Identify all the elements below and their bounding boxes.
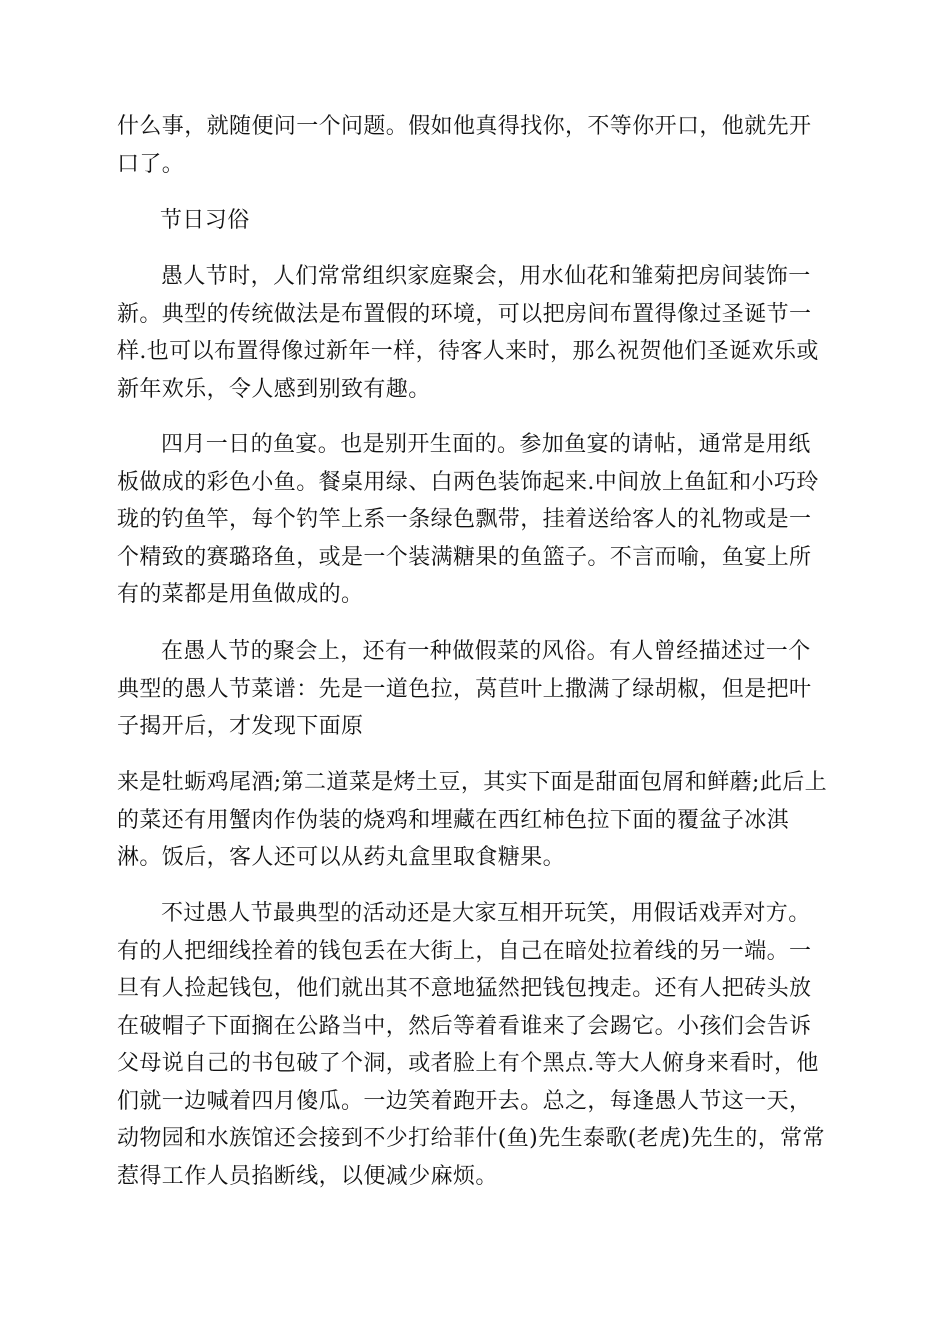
paragraph-pranks: 不过愚人节最典型的活动还是大家互相开玩笑，用假话戏弄对方。有的人把细线拴着的钱包丢在大街上，自己在暗处拉着线的另一端。一旦有人捡起钱包，他们就出其不意地猛然把钱包拽走。还有人把砖头放在破帽子下面搁在公路当中，然后等着看谁来了会踢它。小孩们会告诉父母说自己的书包破了个洞，或者脸上有个黑点.等大人俯身来看时，他们就一边喊着四月傻瓜。一边笑着跑开去。总之，每逢愚人节这一天，动物园和水族馆还会接到不少打给菲什(鱼)先生泰歌(老虎)先生的，常常惹得工作人员掐断线，以便减少麻烦。 [117,901,825,1189]
section-heading: 节日习俗 [160,208,250,233]
paragraph-continuation: 什么事，就随便问一个问题。假如他真得找你，不等你开口，他就先开口了。 [117,114,812,177]
paragraph-fish-banquet: 四月一日的鱼宴。也是别开生面的。参加鱼宴的请帖，通常是用纸板做成的彩色小鱼。餐桌用绿、白两色装饰起来.中间放上鱼缸和小巧玲珑的钓鱼竿，每个钓竿上系一条绿色飘带，挂着送给客人的礼物或是一个精致的赛璐珞鱼，或是一个装满糖果的鱼篮子。不言而喻，鱼宴上所有的菜都是用鱼做成的。 [117,432,819,607]
paragraph-menu-continuation: 来是牡蛎鸡尾酒;第二道菜是烤土豆，其实下面是甜面包屑和鲜蘑;此后上的菜还有用蟹肉作伪装的烧鸡和埋藏在西红柿色拉下面的覆盆子冰淇淋。饭后，客人还可以从药丸盒里取食糖果。 [117,770,828,870]
paragraph-family-party: 愚人节时，人们常常组织家庭聚会，用水仙花和雏菊把房间装饰一新。典型的传统做法是布置假的环境，可以把房间布置得像过圣诞节一样.也可以布置得像过新年一样，待客人来时，那么祝贺他们圣诞欢乐或新年欢乐，令人感到别致有趣。 [117,264,819,402]
paragraph-fake-dishes: 在愚人节的聚会上，还有一种做假菜的风俗。有人曾经描述过一个典型的愚人节菜谱：先是一道色拉，莴苣叶上撒满了绿胡椒，但是把叶子揭开后，才发现下面原 [117,639,812,739]
